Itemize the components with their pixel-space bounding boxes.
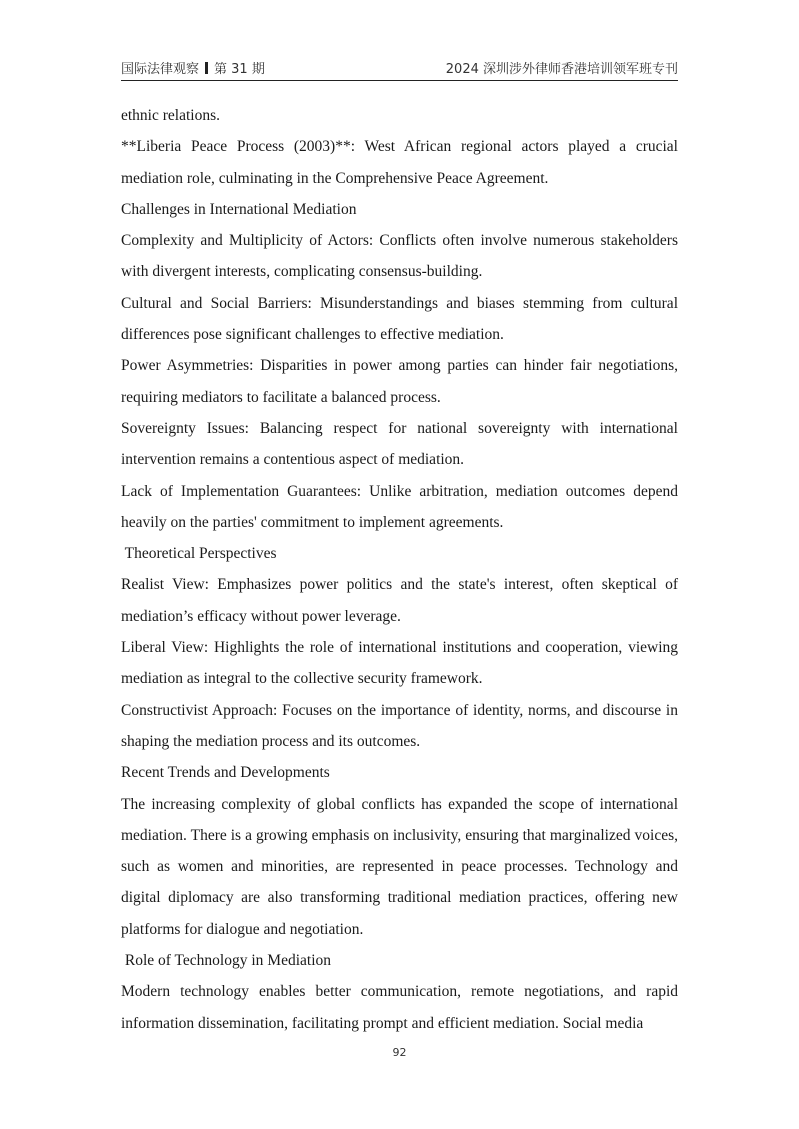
paragraph-liberal: Liberal View: Highlights the role of international institutions and cooperation, viewing mediation as integral to the collective security framework. xyxy=(121,639,678,688)
heading-theoretical: Theoretical Perspectives xyxy=(121,545,277,563)
heading-challenges: Challenges in International Mediation xyxy=(121,200,357,218)
paragraph-sovereignty: Sovereignty Issues: Balancing respect for national sovereignty with international intervention remains a contentious aspect of mediation. xyxy=(121,419,678,469)
paragraph-implementation: Lack of Implementation Guarantees: Unlike arbitration, mediation outcomes depend heavily on the parties' commitment to implement agreements. xyxy=(121,482,678,531)
body-text xyxy=(121,100,678,1039)
journal-name: 国际法律观察 xyxy=(121,62,200,77)
paragraph-liberia: **Liberia Peace Process (2003)**: West African regional actors played a crucial mediation role, culminating in the Comprehensive Peace Agreement. xyxy=(121,138,678,187)
paragraph-ethnic-relations: ethnic relations. xyxy=(121,107,220,124)
paragraph-trends: The increasing complexity of global conflicts has expanded the scope of international mediation. There is a growing emphasis on inclusivity, ensuring that marginalized voices, such as women and minorities, are represented in peace processes. Technology and digital diplomacy are also transforming traditional mediation practices, offering new platforms for dialogue and negotiation. xyxy=(121,795,678,938)
header-left xyxy=(121,58,265,77)
paragraph-cultural: Cultural and Social Barriers: Misunderstandings and biases stemming from cultural differences pose significant challenges to effective mediation. xyxy=(121,294,678,344)
issue-number: 第 31 期 xyxy=(214,62,265,77)
paragraph-constructivist: Constructivist Approach: Focuses on the importance of identity, norms, and discourse in shaping the mediation process and its outcomes. xyxy=(121,701,678,750)
running-header xyxy=(121,58,678,81)
paragraph-power: Power Asymmetries: Disparities in power among parties can hinder fair negotiations, requiring mediators to facilitate a balanced process. xyxy=(121,357,678,406)
special-issue-title: 2024 深圳涉外律师香港培训领军班专刊 xyxy=(445,62,678,77)
heading-technology: Role of Technology in Mediation xyxy=(121,952,331,970)
header-divider-bar xyxy=(205,62,208,74)
paragraph-complexity: Complexity and Multiplicity of Actors: Conflicts often involve numerous stakeholders with divergent interests, complicating consensus-building. xyxy=(121,232,678,281)
paragraph-technology: Modern technology enables better communication, remote negotiations, and rapid information dissemination, facilitating prompt and efficient mediation. Social media xyxy=(121,983,678,1032)
page-number: 92 xyxy=(392,1046,407,1059)
heading-trends: Recent Trends and Developments xyxy=(121,764,330,782)
paragraph-realist: Realist View: Emphasizes power politics and the state's interest, often skeptical of mediation’s efficacy without power leverage. xyxy=(121,576,678,625)
